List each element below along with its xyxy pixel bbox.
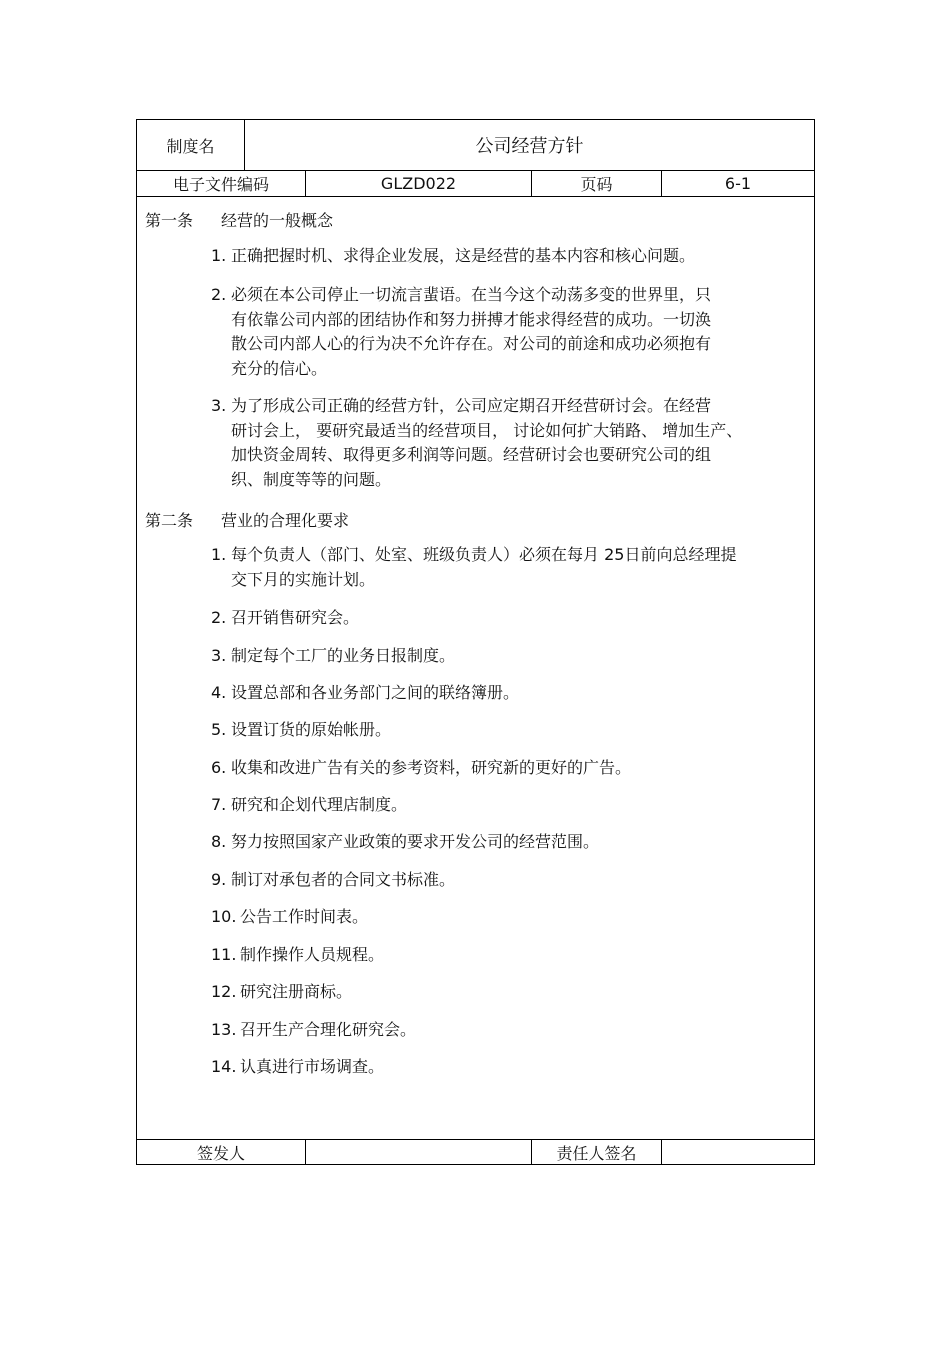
item-text-line: 设置总部和各业务部门之间的联络簿册。 (231, 683, 520, 702)
item-number: 3. (211, 646, 227, 665)
list-item (211, 394, 811, 492)
item-text-line: 正确把握时机、求得企业发展，这是经营的基本内容和核心问题。 (231, 246, 696, 265)
item-number: 2. (211, 608, 227, 627)
item-number: 3. (211, 396, 227, 415)
list-item (211, 644, 811, 669)
item-text-line: 散公司内部人心的行为决不允许存在。对公司的前途和成功必须抱有 (231, 334, 712, 353)
item-text-line: 公告工作时间表。 (240, 907, 369, 926)
item-text-line: 设置订货的原始帐册。 (231, 720, 392, 739)
item-number: 4. (211, 683, 227, 702)
list-item (211, 718, 811, 743)
item-text-line: 制定每个工厂的业务日报制度。 (231, 646, 456, 665)
item-number: 13. (211, 1020, 237, 1039)
item-number: 7. (211, 795, 227, 814)
item-number: 2. (211, 285, 227, 304)
item-text-line: 每个负责人（部门、处室、班级负责人）必须在每月 25日前向总经理提 (231, 545, 737, 564)
item-text-line: 必须在本公司停止一切流言蜚语。在当今这个动荡多变的世界里，只 (231, 285, 712, 304)
item-text-line: 研讨会上， 要研究最适当的经营项目， 讨论如何扩大销路、 增加生产、 (231, 420, 743, 440)
list-item (211, 830, 811, 855)
label-issuer: 签发人 (196, 1143, 245, 1163)
list-item (211, 1055, 811, 1080)
item-text-line: 织、制度等等的问题。 (231, 469, 392, 489)
label-policy-name: 制度名 (166, 136, 215, 156)
list-item (211, 756, 811, 781)
list-item (211, 681, 811, 706)
item-number: 11. (211, 945, 237, 964)
document-body (137, 197, 814, 1138)
list-item (211, 868, 811, 893)
list-item (211, 905, 811, 930)
label-page-number: 页码 (580, 174, 613, 194)
list-item (211, 283, 811, 381)
list-item (211, 943, 811, 968)
label-responsible-signature: 责任人签名 (556, 1143, 637, 1163)
list-item (211, 606, 811, 631)
label-file-code: 电子文件编码 (172, 174, 269, 194)
item-text-line: 加快资金周转、取得更多利润等问题。经营研讨会也要研究公司的组 (231, 445, 712, 464)
list-item (211, 793, 811, 818)
item-number: 12. (211, 982, 237, 1001)
item-text-line: 研究和企划代理店制度。 (231, 795, 408, 814)
item-text-line: 制订对承包者的合同文书标准。 (231, 870, 456, 889)
item-number: 14. (211, 1057, 237, 1076)
item-number: 5. (211, 720, 227, 739)
document-form (136, 119, 815, 1165)
item-text-line: 收集和改进广告有关的参考资料，研究新的更好的广告。 (231, 758, 632, 777)
item-number: 10. (211, 907, 237, 926)
item-text-line: 有依靠公司内部的团结协作和努力拼搏才能求得经营的成功。一切涣 (231, 309, 712, 329)
responsible-signature-field[interactable] (662, 1139, 814, 1165)
item-text-line: 为了形成公司正确的经营方针，公司应定期召开经营研讨会。在经营 (231, 396, 712, 415)
list-item (211, 980, 811, 1005)
item-number: 6. (211, 758, 227, 777)
list-item (211, 1018, 811, 1043)
item-text-line: 研究注册商标。 (240, 982, 353, 1001)
item-text-line: 召开生产合理化研究会。 (240, 1020, 417, 1039)
article-heading (145, 508, 349, 531)
item-number: 9. (211, 870, 227, 889)
item-text-line: 认真进行市场调查。 (240, 1057, 385, 1076)
item-number: 8. (211, 832, 227, 851)
item-number: 1. (211, 545, 227, 564)
page-number-value: 6-1 (724, 173, 752, 193)
file-code-value: GLZD022 (380, 173, 457, 193)
issuer-signature-field[interactable] (306, 1139, 531, 1165)
list-item (211, 244, 811, 269)
item-text-line: 召开销售研究会。 (231, 608, 360, 627)
article-number: 第一条 (145, 211, 194, 230)
item-text-line: 交下月的实施计划。 (231, 569, 376, 589)
document-title: 公司经营方针 (475, 136, 584, 157)
list-item (211, 543, 811, 592)
item-text-line: 充分的信心。 (231, 358, 328, 378)
item-number: 1. (211, 246, 227, 265)
article-title: 营业的合理化要求 (221, 511, 350, 530)
item-text-line: 制作操作人员规程。 (240, 945, 385, 964)
article-title: 经营的一般概念 (221, 211, 334, 230)
item-text-line: 努力按照国家产业政策的要求开发公司的经营范围。 (231, 832, 600, 851)
article-number: 第二条 (145, 511, 194, 530)
article-heading (145, 208, 333, 231)
